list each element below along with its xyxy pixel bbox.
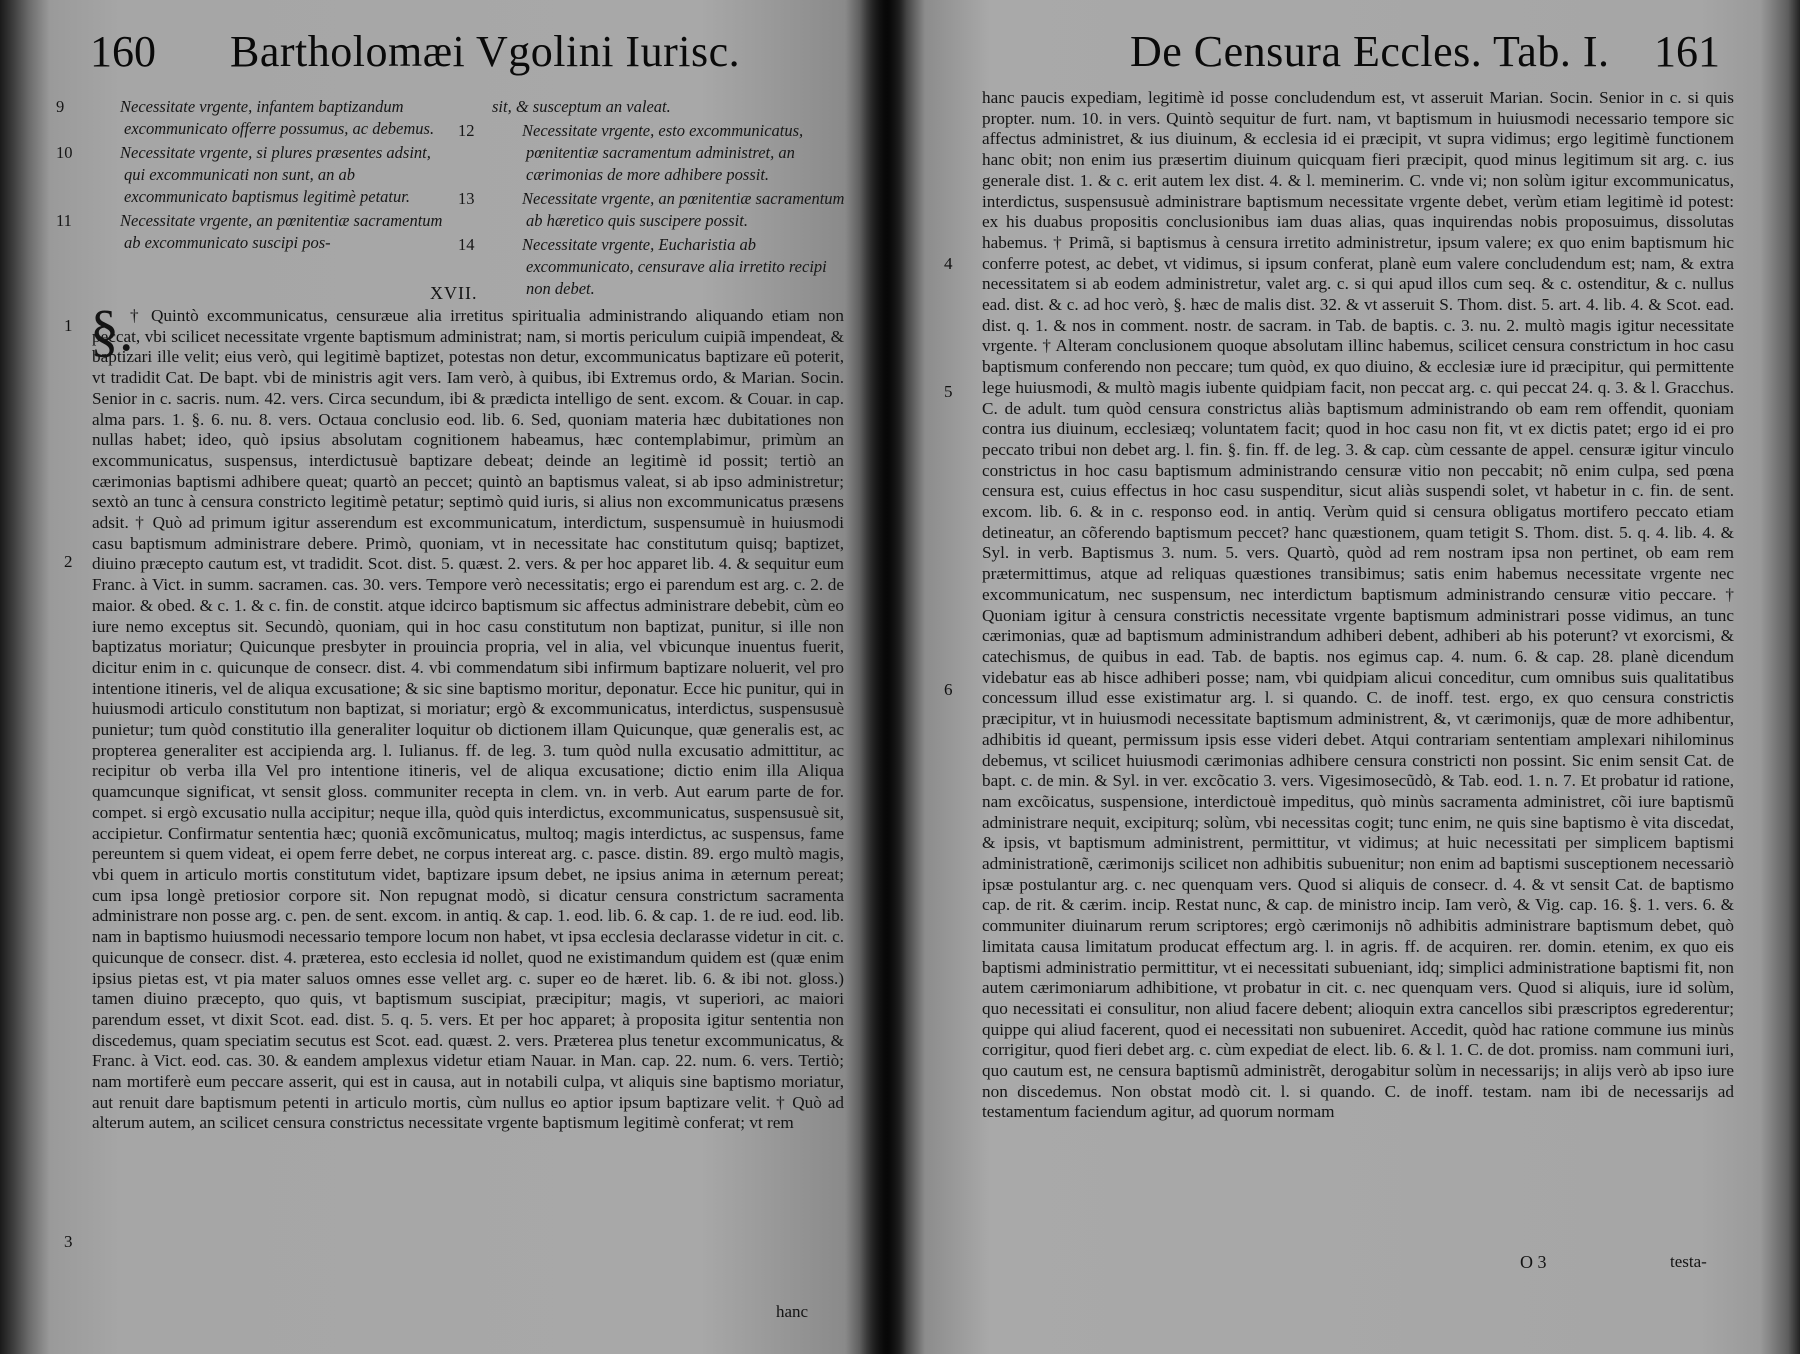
left-body-text: † Quintò excommunicatus, censuræue alia irretitus spiritualia administrando aliquando etiam non peccat, vbi scilicet necessitate vrgente baptismum administrat; nam, si mortis periculum cuipiã impendeat, & baptizari ille velit; eius verò, qui legitimè baptizet, potestas non detur, excommunicatus baptizare eũ poterit, vt tradidit Cat. De bapt. vbi de ministris agit vers. Iam verò, à quibus, ibi Extremus ordo, & Marian. Socin. Senior in c. sacris. num. 42. vers. Circa secundum, ibi & prædicta intelligo de sent. excom. & Couar. in cap. alma pars. 1. §. 6. nu. 8. vers. Octaua conclusio eod. lib. 6. Sed, quoniam materia hæc dubitationes non nullas habet; ideo, quò ipsius absolutam cognitionem habeamus, hæc contemplabimur, primùm an excommunicatus, suspensus, interdictusuè baptizare debeat; deinde an legitimè id possit; tertiò an cærimonias baptismi adhibere queat; quartò an peccet; quintò an baptismus valeat, si ab ipso administretur; sextò an tunc à censura constricto legitimè petatur; septimò quid iuris, si alius non excommunicatus præsens adsit. † Quò ad primum igitur asserendum est excommunicatum, interdictum, suspensumuè in huiusmodi casu baptismum administrare debere. Primò, quoniam, vt in necessitate hac constitutum quisq; baptizet, diuino præcepto cautum est, vt tradidit. Scot. dist. 5. quæst. 2. vers. & per hoc apparet lib. 4. & sequitur eum Franc. à Vict. in summ. sacramen. cas. 30. vers. Tempore verò necessitatis; ergo ei parendum est arg. c. 2. de maior. & obed. & c. 1. & c. fin. de constit. atque idcirco baptismum sic affectus administrare debebit, cùm eo iure nemo exceptus sit. Secundò, quoniam, qui in hoc casu constitutum non baptizat, punitur, si ille non baptizatus moriatur; Quicunque presbyter in prouincia propria, vel in alia, vel vbicunque inuentus fuerit, dicitur enim in c. quicunque de consecr. dist. 4. vbi commendatum sibi infirmum baptizare noluerit, vel pro intentione itineris, vel de aliqua excusatione; & sic sine baptismo moritur, deponatur. Ecce hic punitur, qui in huiusmodi articulo constitutum non baptizat, si moriatur; ergò & excommunicatus, interdictus, suspensusuè punietur; tum quòd constitutio illa generaliter loquitur ob dictionem illam Quicunque, quæ generalis est, ac propterea generaliter est accipienda arg. l. Iulianus. ff. de leg. 3. tum quòd nulla excusatio admittitur, ac recipitur ob verba illa Vel pro intentione itineris, vel de aliqua excusatione; dictio enim illa Aliqua quamcunque significat, vt sensit gloss. communiter recepta in clem. vn. in verb. Aut earum parte de for. compet. si ergò excusatio nulla accipitur; neque illa, quòd quis interdictus, excommunicatus, suspensusuè sit, accipietur. Confirmatur sententia hæc; quoniã excõmunicatus, multoq; magis interdictus, ac suspensus, fame pereuntem si quem videat, ei opem ferre debet, ne corpus intereat arg. c. pasce. distin. 89. ergo multò magis, vbi quem in articulo mortis constitutum videt, baptizare ipsum debet, ne ipsius anima in æternum pereat; cum ipsa longè pretiosior corpore sit. Non repugnat modò, si dicatur censura constrictum sacramenta administrare non posse arg. c. pen. de sent. excom. in antiq. & cap. 1. eod. lib. 6. & cap. 1. de re iud. eod. lib. nam in baptismo huiusmodi necessario tempore locum non habet, vt ipsa ecclesia declarasse videtur in cit. c. quicunque de consecr. dist. 4. præterea, esto ecclesia id nollet, quod ne existimandum quidem est (quæ enim ipsius pietas est, vt pia mater saluos omnes esse vellet arg. c. super eo de hæret. lib. 6. & ibi not. gloss.) tamen diuino præcepto, quo quis, vt baptismum suscipiat, præcipitur; magis, vt superiori, ac maiori parendum esset, vt dixit Scot. ead. dist. 5. q. 5. vers. Et per hoc apparet; à proposita igitur sententia non discedemus, quam speciatim secutus est Scot. ead. quæst. 2. vers. Præterea plus tenetur excommunicatus, & Franc. à Vict. eod. cas. 30. & eandem amplexus videtur etiam Nauar. in Man. cap. 22. num. 6. vers. Tertiò; nam mortiferè eum peccare asserit, qui est in causa, aut in notabili culpa, vt aliquis sine baptismo moriatur, aut renuit dare baptismum petenti in articulo mortis, cùm nullus eo aptior ipsum baptizare velit. † Quò ad alterum autem, an scilicet censura constrictus necessitate vrgente baptismum legitimè conferat; vt rem xyxy=(92,306,844,1133)
summary-item-number: 13 xyxy=(458,189,475,208)
summary-item-text: Necessitate vrgente, an pœnitentiæ sacramentum ab excommunicato suscipi pos- xyxy=(120,211,443,252)
left-page-number: 160 xyxy=(90,27,156,76)
summary-item-text: Necessitate vrgente, Eucharistia ab excommunicato, censurave alia irretito recipi non debet. xyxy=(522,235,827,298)
right-running-title: De Censura Eccles. Tab. I. xyxy=(1130,27,1610,76)
right-running-head xyxy=(960,22,1730,82)
left-page xyxy=(56,0,845,1354)
summary-item-text: Necessitate vrgente, infantem baptizandum excommunicato offerre possumus, ac debemus. xyxy=(120,97,435,138)
margin-note-number: 6 xyxy=(944,680,953,699)
margin-note-number: 3 xyxy=(64,1232,73,1251)
summary-column-2 xyxy=(458,96,852,302)
section-sign-dropcap: §. xyxy=(90,298,134,363)
right-page xyxy=(944,0,1734,1354)
summary-item-number: 12 xyxy=(458,121,475,140)
summary-item xyxy=(458,234,852,300)
summary-item-number: 11 xyxy=(56,211,72,230)
left-running-head xyxy=(70,22,840,82)
right-catchword: testa- xyxy=(1670,1252,1707,1271)
margin-note-number: 2 xyxy=(64,552,73,571)
summary-item-number: 14 xyxy=(458,235,475,254)
chapter-summary xyxy=(56,96,850,298)
summary-item-text: Necessitate vrgente, esto excommunicatus, pœnitentiæ sacramentum administret, an cærimonias de more adhibere possit. xyxy=(522,121,804,184)
book-gutter xyxy=(860,0,906,1354)
summary-item xyxy=(56,210,450,254)
summary-item-number: 10 xyxy=(56,143,73,162)
summary-item xyxy=(458,188,852,232)
summary-item-number: 9 xyxy=(56,97,65,116)
summary-item xyxy=(56,142,450,208)
margin-note-number: 5 xyxy=(944,382,953,401)
margin-note-number: 4 xyxy=(944,254,953,273)
left-catchword: hanc xyxy=(776,1302,809,1321)
left-running-title: Bartholomæi Vgolini Iurisc. xyxy=(230,27,741,76)
right-body-text: hanc paucis expediam, legitimè id posse concludendum est, vt asseruit Marian. Socin. Senior in c. si quis propter. num. 10. in vers. Quintò sequitur de furt. nam, vt baptismum in huiusmodi necessario tempore sic affectus administret, & ius diuinum, & ecclesia id ei præcipit, vt supra vidimus; ergo legitimè functionem hanc obit; non enim ius præsertim diuinum quicquam fieri præcipit, quod minus legitimum sit arg. c. ius generale dist. 1. & c. erit autem lex dist. 4. & l. meminerim. C. vnde vi; non solùm igitur excommunicatus, interdictus, suspensusuè administrare baptismum necessitate vrgente debet, verùm etiam legitimè id potest: ex his duabus propositis conclusionibus iam duas alias, quas inquirendas nobis proposuimus, dissolutas habemus. † Primã, si baptismus à censura irretito administretur, ipsum valere; ex quo enim baptismum hic conferre potest, ac debet, vt vidimus, si ipsum conferat, planè eum valere concludendum est; nam, & extra necessitatem si ab eodem administretur, valet arg. c. si qui apud illos cum seq. & c. ostenditur, & c. nullus ead. dist. & c. ad hoc verò, §. hæc de malis dist. 32. & vt asseruit S. Thom. dist. 5. art. 4. lib. 4. & Scot. ead. dist. q. 1. & nos in comment. nostr. de sacram. in Tab. de baptis. c. 3. nu. 2. multò magis igitur necessitate vrgente. † Alteram conclusionem quoque absolutam illinc habemus, scilicet censura constrictum in hoc casu baptismum conferendo non peccare; tum quòd, ex quo diuino, & ecclesiæ iure id præcipitur, qui permittente lege huiusmodi, & multò magis iubente quidpiam facit, non peccat arg. c. qui peccat 24. q. 3. & l. Gracchus. C. de adult. tum quòd censura constrictus aliàs baptismum administrando ob eam rem offendit, quoniam contra ius diuinum, ecclesiæq; voluntatem facit; quod in hoc casu non fit, vt ex dictis patet; ergo id ei pro peccato tribui non debet arg. l. fin. §. fin. ff. de leg. 3. & cap. cùm cessante de appel. censuræ igitur vinculo constrictus in hoc casu baptismum administrando censuræ vitio non peccabit; nõ enim culpa, sed pœna censura est, cuius effectus in hoc casu suspenditur, sicut aliàs suspendi solet, vt habetur in c. fin. de sent. excom. lib. 6. & in c. responso eod. in antiq. Verùm quid si censura obligatus mortifero peccato etiam detineatur, an cõferendo baptismum peccet? hanc quæstionem, quam tetigit S. Thom. dist. 5. q. 4. lib. 4. & Syl. in verb. Baptismus 3. num. 5. vers. Quartò, quòd ad rem nostram ipsa non pertinet, ob eam rem prætermittimus, atque ad reliquas quæstiones transibimus; satis enim habemus necessitate vrgente nec excommunicatum, nec suspensum, nec interdictum baptismum administrando censuræ vitio peccare. † Quoniam igitur à censura constrictis necessitate vrgente baptismum administrari posse vidimus, an tunc cærimonias, quæ ad baptismum administrandum adhiberi debent, adhiberi ab his poterunt? vt exorcismi, & catechismus, de quibus in ead. Tab. de baptis. nos egimus cap. 4. num. 6. & cap. 28. planè dicendum videbatur eas ab hisce adhiberi posse; nam, vbi quidpiam alicui conceditur, cum omnibus suis qualitatibus concessum illud esse existimatur arg. l. si quando. C. de inoff. test. ergo, ex quo censura constrictis præcipitur, vt in huiusmodi necessitate baptismum administrent, &, vt cærimonijs, quæ de more adhibentur, adhibitis id queant, permissum ipsis esse videri debet. Atqui contrariam sententiam amplexari nihilominus debemus, vt scilicet huiusmodi cærimonias adhibere censura constricti non possint. Sic enim sensit Cat. de bapt. c. de min. & Syl. in ver. excõcatio 3. vers. Vigesimosecũdò, & Tab. eod. 1. n. 7. Et probatur id ratione, nam excõicatus, suspensione, interdictouè impeditus, quò minùs sacramenta administret, cõi iure baptismũ administrare nequit, excipiturq; solùm, vbi necessitas cogit; tunc enim, ne quis sine baptismo è vita discedat, & ipsis, vt baptismum administrent, permittitur, vt vidimus; at huic necessitati per simplicem baptismi administrationẽ, cærimonijs scilicet non adhibitis subuenitur; non enim ad baptismi susceptionem necessariò ipsæ postulantur arg. c. nec quenquam vers. Quod si aliquis de consecr. d. 4. & vt sensit Cat. de baptismo cap. de rit. & cærim. incip. Restat nunc, & cap. de ministro incip. Iam verò, & Vig. cap. 16. §. 1. vers. 6. & communiter diuinarum rerum scriptores; ergò cærimonijs nõ adhibitis administrare baptismum debet, quò limitata causa limitatum producat effectum arg. l. in agris. ff. de acquiren. rer. domin. etenim, ex quo eis baptismi administratio permittitur, vt ei necessitati subueniant, idq; simplici administratione baptismi fit, non autem cærimoniarum adhibitione, vt probatur in cit. c. nec quenquam vers. Quod si aliquis, iure id solùm, quo necessitati ei consulitur, non aliud facere debent; alioquin extra cancellos sibi præscriptos egrederentur; quippe qui aliud facerent, quod ei necessitati non subueniret. Accedit, quòd hac ratione commune ius minùs corrigitur, quod fieri debet arg. c. cùm expediat de elect. lib. 6. & l. 1. C. de dot. promiss. nam communi iuri, quo cautum est, ne censura baptismũ administrẽt, derogabitur solùm in necessarijs; in alijs verò ab ipso iure non discedemus. Non obstat modò cit. l. si quando. C. de inoff. testam. nam ibi de necessarijs ad testamentum faciendum agitur, ad quorum normam xyxy=(982,88,1734,1122)
summary-item-text: Necessitate vrgente, si plures præsentes adsint, qui excommunicati non sunt, an ab excommunicato baptismus legitimè petatur. xyxy=(120,143,431,206)
summary-item-text: Necessitate vrgente, an pœnitentiæ sacramentum ab hæretico quis suscipere possit. xyxy=(522,189,845,230)
summary-item xyxy=(458,120,852,186)
summary-continuation: sit, & susceptum an valeat. xyxy=(492,97,671,116)
summary-item xyxy=(56,96,450,140)
summary-column-1 xyxy=(56,96,450,256)
right-page-number: 161 xyxy=(1654,27,1720,76)
chapter-number: XVII. xyxy=(430,283,478,303)
printer-signature-mark: O 3 xyxy=(1520,1252,1547,1272)
margin-note-number: 1 xyxy=(64,316,73,335)
